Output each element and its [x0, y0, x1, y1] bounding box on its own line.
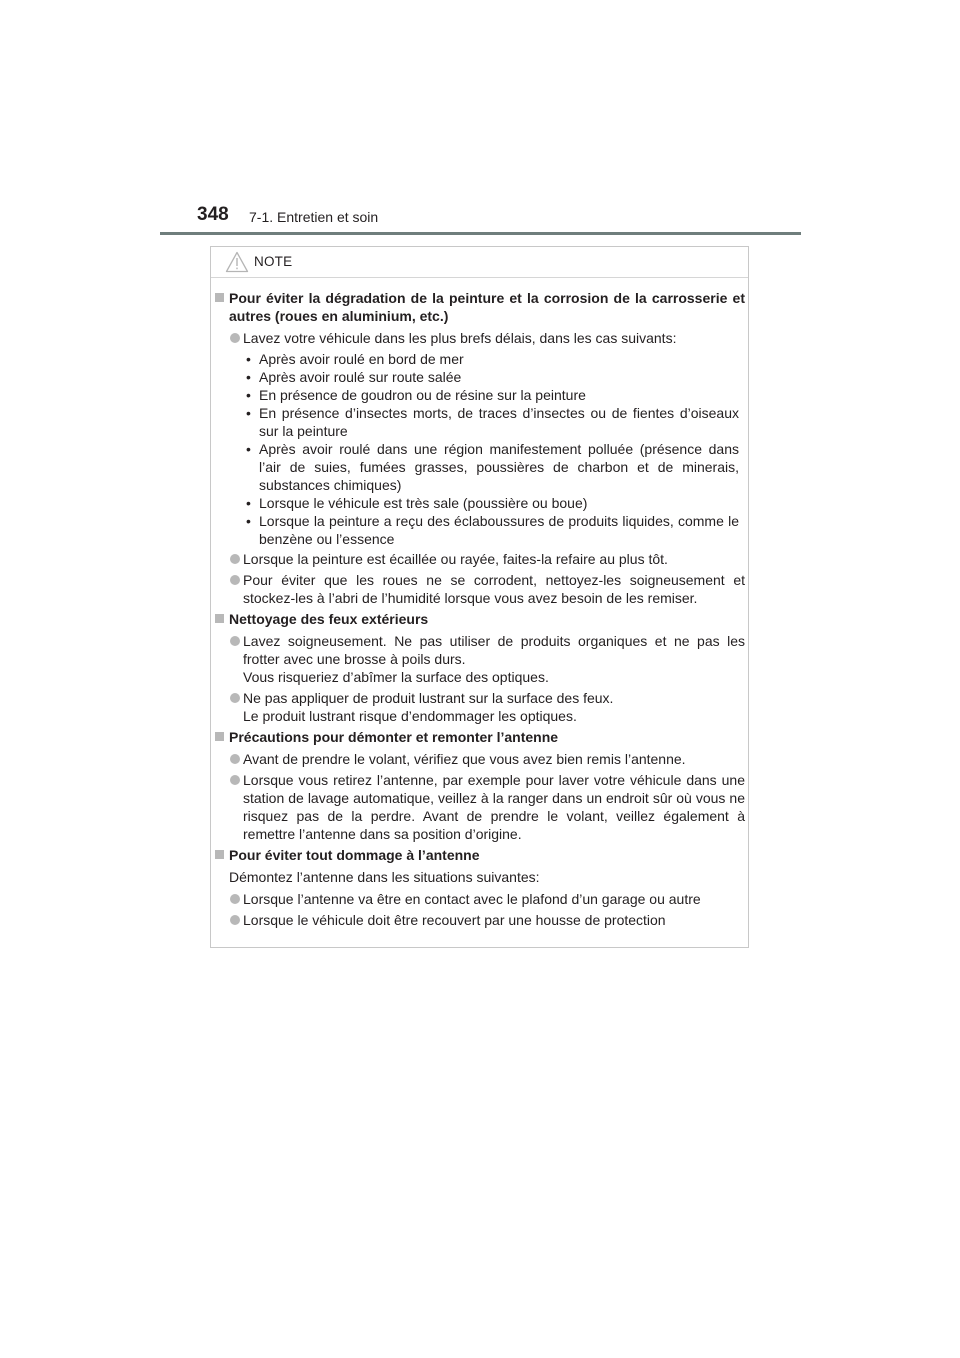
note-body: [215, 289, 745, 932]
note-section-antenna-precautions: [215, 728, 745, 843]
section-heading: Pour éviter tout dommage à l’antenne: [215, 846, 745, 864]
sub-list: [215, 350, 745, 548]
sub-list-item: • En présence de goudron ou de résine sur la peinture: [246, 387, 586, 403]
square-bullet-icon: [215, 293, 224, 302]
circle-bullet-icon: [230, 693, 240, 703]
section-intro: Démontez l’antenne dans les situations suivantes:: [229, 869, 540, 885]
list-item: Lorsque vous retirez l’antenne, par exemple pour laver votre véhicule dans une station de lavage automatique, veillez à la ranger dans un endroit sûr où vous ne risquez pas de la perdre. Avant de prendre le volant, veillez également à remettre l’antenne dans sa position d’origine.: [215, 771, 745, 843]
list-item: Lorsque l’antenne va être en contact avec le plafond d’un garage ou autre: [215, 890, 745, 908]
warning-triangle-icon: [225, 251, 249, 273]
note-header: [211, 247, 748, 278]
circle-bullet-icon: [230, 894, 240, 904]
square-bullet-icon: [215, 732, 224, 741]
list-item: Lavez soigneusement. Ne pas utiliser de produits organiques et ne pas les frotter avec une brosse à poils durs. Vous risqueriez d’abîmer la surface des optiques.: [215, 632, 745, 686]
section-heading: Précautions pour démonter et remonter l’antenne: [215, 728, 745, 746]
list-item: Avant de prendre le volant, vérifiez que vous avez bien remis l’antenne.: [215, 750, 745, 768]
sub-list-item: • Lorsque la peinture a reçu des éclaboussures de produits liquides, comme le benzène ou l’essence: [246, 513, 739, 547]
section-heading: Pour éviter la dégradation de la peinture et la corrosion de la carrosserie et autres (roues en aluminium, etc.): [215, 289, 745, 325]
circle-bullet-icon: [230, 636, 240, 646]
header-rule: [160, 232, 801, 235]
circle-bullet-icon: [230, 554, 240, 564]
square-bullet-icon: [215, 850, 224, 859]
circle-bullet-icon: [230, 575, 240, 585]
list-item: Lorsque la peinture est écaillée ou rayée, faites-la refaire au plus tôt.: [215, 550, 745, 568]
list-item: Lavez votre véhicule dans les plus brefs délais, dans les cas suivants:: [215, 329, 745, 347]
section-title: 7-1. Entretien et soin: [249, 209, 379, 225]
list-item: Lorsque le véhicule doit être recouvert par une housse de protection: [215, 911, 745, 929]
note-box: [210, 246, 749, 948]
square-bullet-icon: [215, 614, 224, 623]
circle-bullet-icon: [230, 915, 240, 925]
sub-list-item: • Lorsque le véhicule est très sale (poussière ou boue): [246, 495, 588, 511]
circle-bullet-icon: [230, 333, 240, 343]
section-heading: Nettoyage des feux extérieurs: [215, 610, 745, 628]
sub-list-item: • Après avoir roulé dans une région manifestement polluée (présence dans l’air de suies, fumées grasses, poussières de charbon et de minerais, substances chimiques): [246, 441, 739, 493]
note-label: NOTE: [254, 254, 293, 269]
sub-list-item: • Après avoir roulé sur route salée: [246, 369, 462, 385]
list-item: Pour éviter que les roues ne se corrodent, nettoyez-les soigneusement et stockez-les à l’abri de l’humidité lorsque vous avez besoin de les remiser.: [215, 571, 745, 607]
circle-bullet-icon: [230, 754, 240, 764]
circle-bullet-icon: [230, 775, 240, 785]
note-section-paint-corrosion: [215, 289, 745, 607]
note-section-exterior-lights: [215, 610, 745, 725]
page-number: 348: [197, 204, 229, 225]
sub-list-item: • Après avoir roulé en bord de mer: [246, 351, 464, 367]
list-item: Ne pas appliquer de produit lustrant sur la surface des feux. Le produit lustrant risque d’endommager les optiques.: [215, 689, 745, 725]
note-section-antenna-damage: [215, 846, 745, 929]
sub-list-item: • En présence d’insectes morts, de traces d’insectes ou de fientes d’oiseaux sur la peinture: [246, 405, 739, 439]
